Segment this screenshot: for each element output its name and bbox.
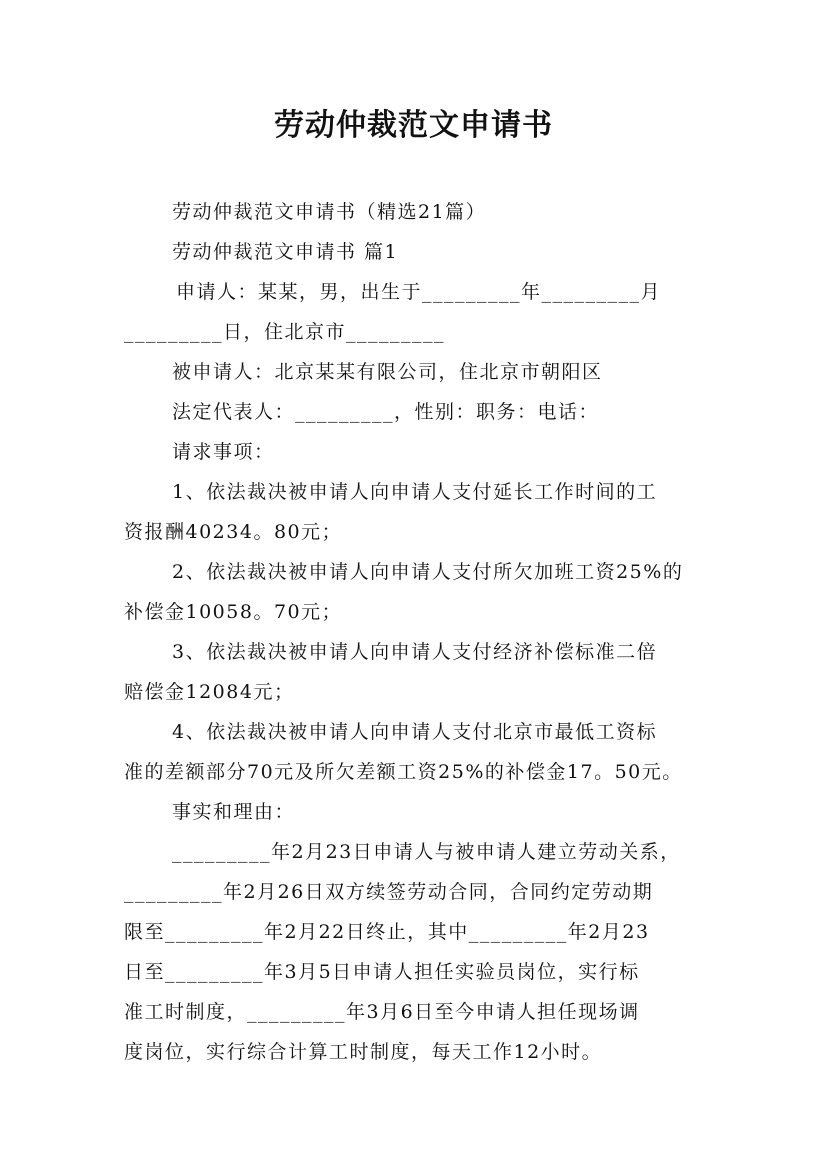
doc-line-subtitle: 劳动仲裁范文申请书（精选21篇） [172,201,487,223]
doc-line-claim-4: 4、依法裁决被申请人向申请人支付北京市最低工资标 [172,721,658,743]
doc-line-facts-2: _________年2月26日双方续签劳动合同，合同约定劳动期 [124,881,654,903]
doc-line-claim-1-cont: 资报酬40234。80元； [124,521,343,543]
doc-line-section-heading: 劳动仲裁范文申请书 篇1 [172,241,399,263]
doc-line-applicant: 申请人：某某，男，出生于_________年_________月 [176,281,662,303]
doc-line-respondent: 被申请人：北京某某有限公司，住北京市朝阳区 [172,361,603,383]
doc-line-facts-heading: 事实和理由： [172,801,296,823]
doc-line-applicant-cont: _________日，住北京市_________ [124,321,446,343]
doc-line-legal-rep: 法定代表人：_________，性别：职务：电话： [172,401,600,423]
doc-line-facts-3: 限至_________年2月22日终止，其中_________年2月23 [124,921,650,943]
doc-line-facts-5: 准工时制度，_________年3月6日至今申请人担任现场调 [124,1001,640,1023]
doc-line-facts-1: _________年2月23日申请人与被申请人建立劳动关系， [172,841,681,863]
doc-line-facts-4: 日至_________年3月5日申请人担任实验员岗位，实行标 [124,961,640,983]
doc-line-facts-6: 度岗位，实行综合计算工时制度，每天工作12小时。 [124,1041,603,1063]
doc-line-claim-3-cont: 赔偿金12084元； [124,681,295,703]
doc-line-claim-4-cont: 准的差额部分70元及所欠差额工资25%的补偿金17。50元。 [124,761,683,783]
doc-line-claim-1: 1、依法裁决被申请人向申请人支付延长工作时间的工 [172,481,658,503]
doc-line-claim-3: 3、依法裁决被申请人向申请人支付经济补偿标准二倍 [172,641,658,663]
doc-line-claim-2-cont: 补偿金10058。70元； [124,601,343,623]
doc-line-claim-2: 2、依法裁决被申请人向申请人支付所欠加班工资25%的 [172,561,684,583]
document-body [124,192,709,1072]
document-title: 劳动仲裁范文申请书 [274,108,553,143]
doc-line-claims-heading: 请求事项： [172,441,275,463]
